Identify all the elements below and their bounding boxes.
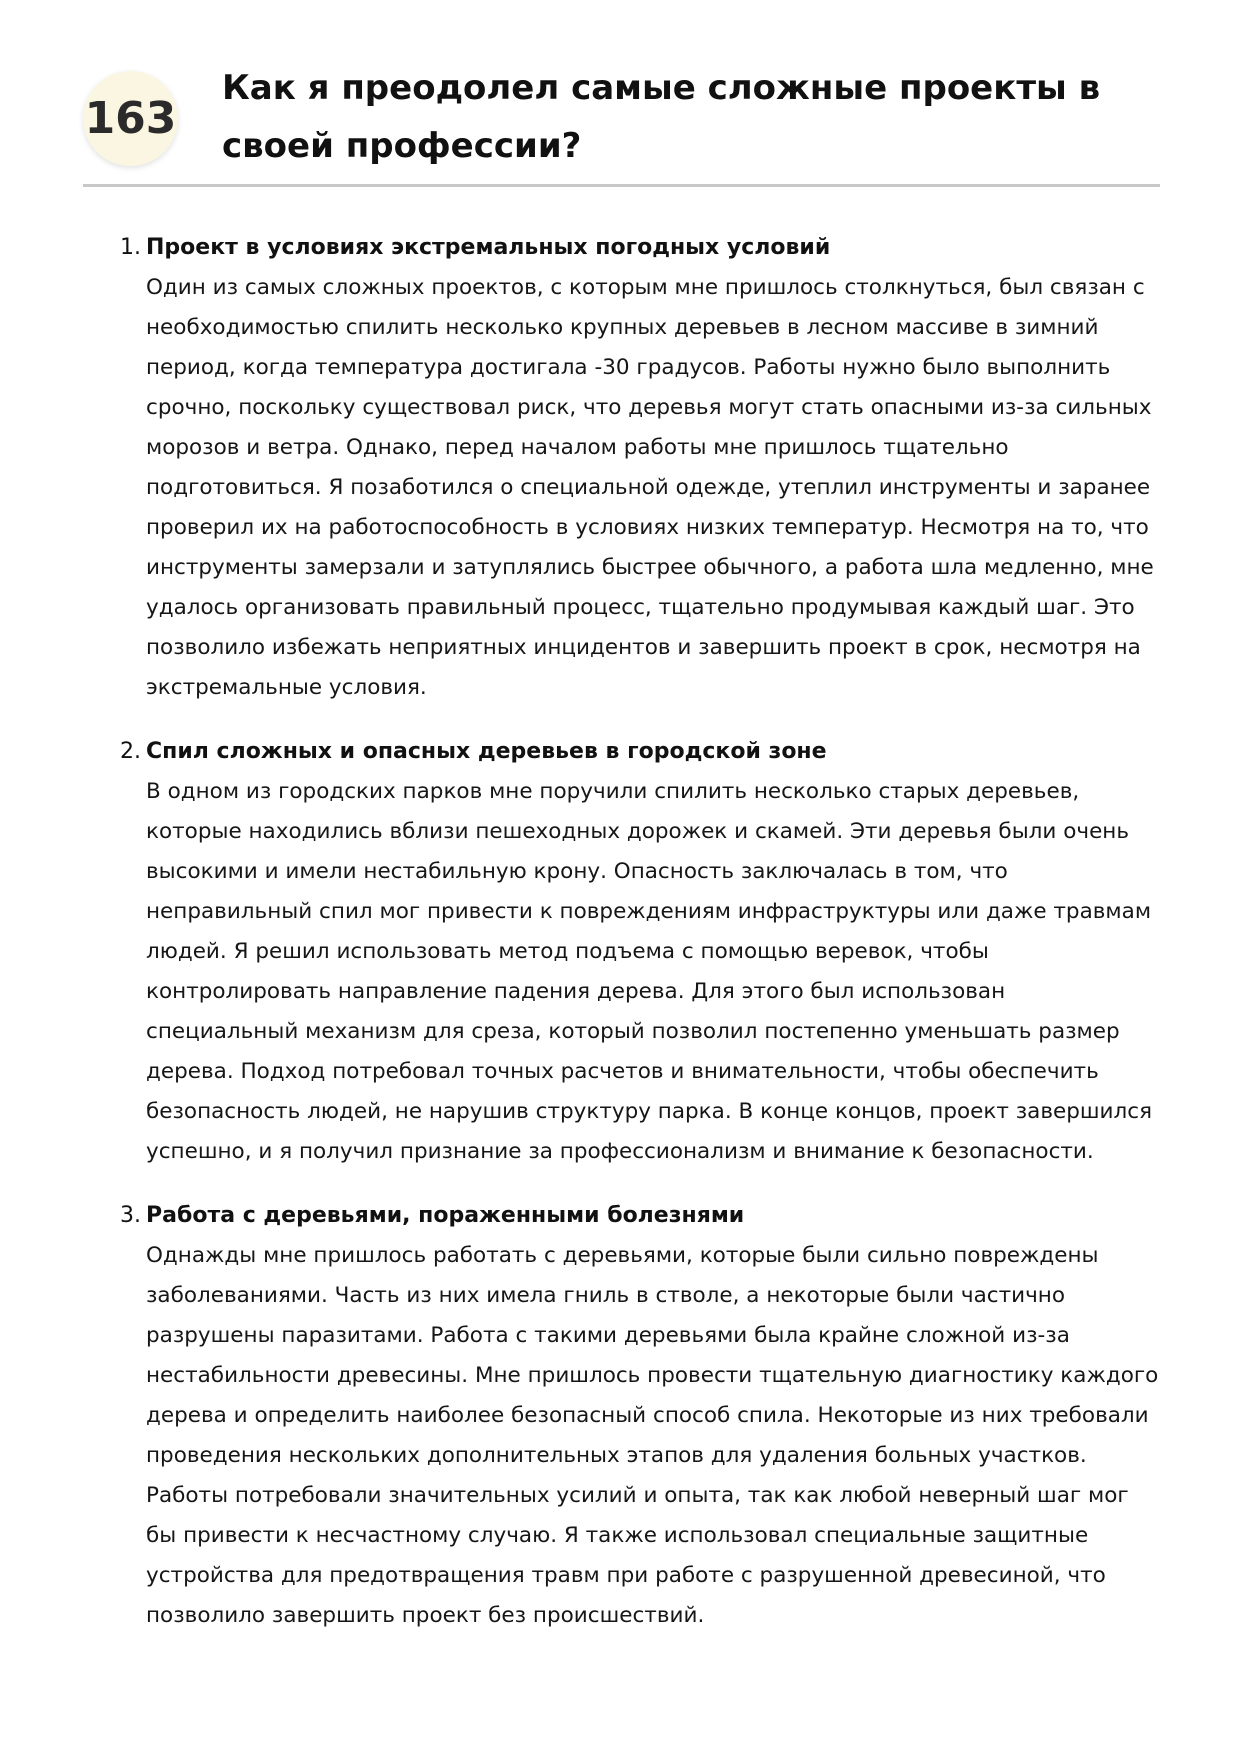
list-item (110, 228, 1160, 708)
list-item-title: Проект в условиях экстремальных погодных условий (146, 235, 831, 260)
list-item (110, 1196, 1160, 1636)
projects-list (110, 228, 1160, 1660)
list-item-title: Работа с деревьями, пораженными болезнями (146, 1203, 745, 1228)
list-item-text: В одном из городских парков мне поручили спилить несколько старых деревьев, которые находились вблизи пешеходных дорожек и скамей. Эти деревья были очень высокими и имели нестабильную крону. Опасность заключалась в том, что неправильный спил мог привести к повреждениям инфраструктуры или даже травмам людей. Я решил использовать метод подъема с помощью веревок, чтобы контролировать направление падения дерева. Для этого был использован специальный механизм для среза, который позволил постепенно уменьшать размер дерева. Подход потребовал точных расчетов и внимательности, чтобы обеспечить безопасность людей, не нарушив структуру парка. В конце концов, проект завершился успешно, и я получил признание за профессионализм и внимание к безопасности. (146, 779, 1153, 1164)
list-item-text: Однажды мне пришлось работать с деревьями, которые были сильно повреждены заболеваниями. Часть из них имела гниль в стволе, а некоторые были частично разрушены паразитами. Работа с такими деревьями была крайне сложной из-за нестабильности древесины. Мне пришлось провести тщательную диагностику каждого дерева и определить наиболее безопасный способ спила. Некоторые из них требовали проведения нескольких дополнительных этапов для удаления больных участков. Работы потребовали значительных усилий и опыта, так как любой неверный шаг мог бы привести к несчастному случаю. Я также использовал специальные защитные устройства для предотвращения травм при работе с разрушенной древесиной, что позволило завершить проект без происшествий. (146, 1243, 1159, 1628)
list-item-text: Один из самых сложных проектов, с которым мне пришлось столкнуться, был связан с необходимостью спилить несколько крупных деревьев в лесном массиве в зимний период, когда температура достигала -30 градусов. Работы нужно было выполнить срочно, поскольку существовал риск, что деревья могут стать опасными из-за сильных морозов и ветра. Однако, перед началом работы мне пришлось тщательно подготовиться. Я позаботился о специальной одежде, утеплил инструменты и заранее проверил их на работоспособность в условиях низких температур. Несмотря на то, что инструменты замерзали и затуплялись быстрее обычного, а работа шла медленно, мне удалось организовать правильный процесс, тщательно продумывая каждый шаг. Это позволило избежать неприятных инцидентов и завершить проект в срок, несмотря на экстремальные условия. (146, 275, 1154, 700)
question-number-badge: 163 (83, 71, 178, 166)
list-item-number: 3. (120, 1203, 141, 1228)
list-item-number: 2. (120, 739, 141, 764)
list-item (110, 732, 1160, 1172)
page-title: Как я преодолел самые сложные проекты в своей профессии? (222, 68, 1101, 166)
list-item-title: Спил сложных и опасных деревьев в городской зоне (146, 739, 827, 764)
list-item-number: 1. (120, 235, 141, 260)
page-header (83, 55, 1160, 187)
